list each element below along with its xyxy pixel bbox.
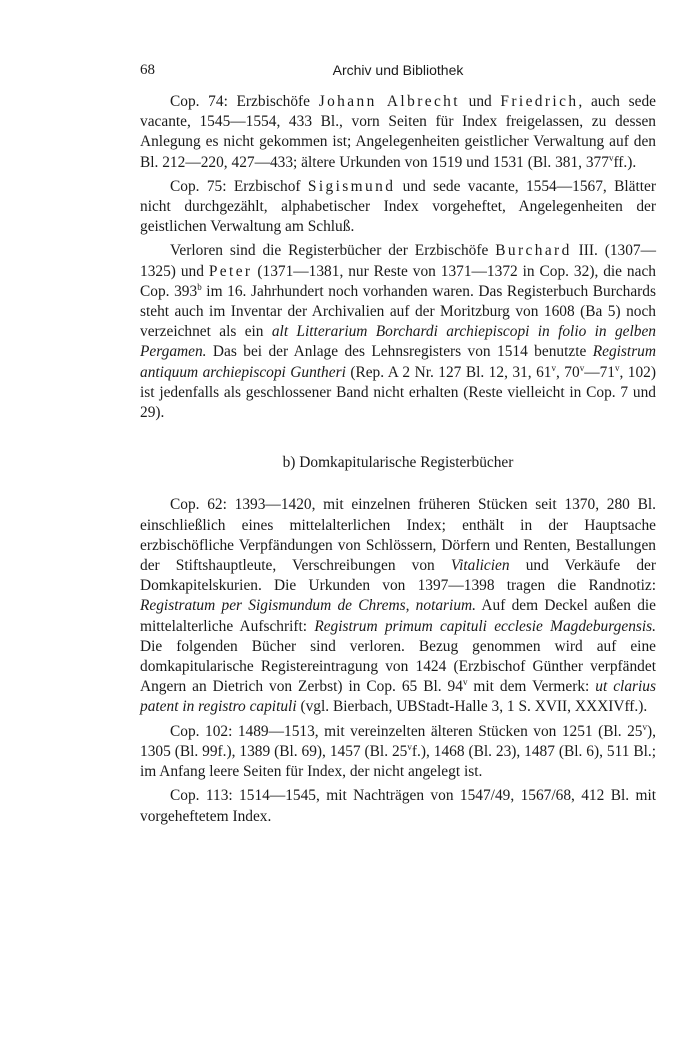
body-text [140,92,656,827]
text-span: Cop. 74: Erzbischöfe [170,93,319,110]
text-span: , 70 [555,363,580,381]
text-span: Cop. 62: 1393—1420, mit einzelnen früheren Stücken seit 1370, 280 Bl. einschließlich eines mittelalterlichen Index; enthält in der Hauptsache erzbischöfliche Verpfändungen von Schlössern, Dörfern und Renten, Bestallungen der Stiftshauptleute, Verschreibungen von [140,496,656,575]
text-span: (vgl. Bierbach, UBStadt-Halle 3, 1 S. XVII, XXXIVff.). [296,698,648,716]
superscript: v [608,152,614,163]
spaced-name: Johann Albrecht [318,93,460,110]
text-span: Die folgenden Bücher sind verloren. Bezug genommen wird auf eine domkapitularische Registereintragung von 1424 (Erzbischof Günther verpfändet Angern an Dietrich von Zerbst) in Cop. 65 Bl. 94 [140,637,656,696]
text-span: und sede vacante, 1554—1567, Blätter nicht durchgezählt, alphabetischer Index vorgeheftet, Angelegenheiten der geistlichen Verwaltung am Schluß. [140,177,656,236]
superscript: v [462,677,468,688]
paragraph-verloren [140,241,656,423]
text-span: Das bei der Anlage des Lehnsregisters von 1514 benutzte [206,343,593,361]
text-span: Cop. 113: 1514—1545, mit Nachträgen von 1547/49, 1567/68, 412 Bl. mit vorgeheftetem Index. [140,787,656,825]
italic-quote: Registrum antiquum archiepiscopi Guntheri [140,343,656,381]
text-span: f.), 1468 (Bl. 23), 1487 (Bl. 6), 511 Bl.; im Anfang leere Seiten für Index, der nicht angelegt ist. [140,742,657,781]
text-span: , 102) ist jedenfalls als geschlossener Band nicht erhalten (Reste vielleicht in Cop. 7 und 29). [140,363,656,422]
paragraph-cop-75 [140,177,656,238]
text-span: ), 1305 (Bl. 99f.), 1389 (Bl. 69), 1457 (Bl. 25 [140,722,656,760]
text-span: Verloren sind die Registerbücher der Erzbischöfe [170,242,496,260]
text-span: mit dem Vermerk: [467,678,596,696]
running-title: Archiv und Bibliothek [332,62,464,78]
spaced-name: Burchard [495,242,572,260]
italic-quote: alt Litterarium Borchardi archiepiscopi in folio in gelben Pergamen. [140,323,656,361]
spaced-name: Peter [208,262,253,280]
text-span: Auf dem Deckel außen die mittelalterliche Aufschrift: [140,597,656,635]
section-heading: b) Domkapitularische Registerbücher [282,454,514,472]
paragraph-cop-102 [140,722,656,783]
text-span: —71 [584,363,615,381]
text-span: , auch sede vacante, 1545—1554, 433 Bl., vorn Seiten für Index freigelassen, zu dessen Anlegung es nicht gekommen ist; Angelegenheiten geistlicher Verwaltung auf den Bl. 212—220, 427—433; ältere Urkunden von 1519 und 1531 (Bl. 381, 377 [140,93,657,171]
text-span: Cop. 75: Erzbischof [170,177,308,195]
italic-quote: Registrum primum capituli ecclesie Magdeburgensis. [314,617,656,635]
spaced-name: Friedrich [500,93,579,110]
paragraph-cop-113 [140,786,656,826]
italic-quote: Registratum per Sigismundum de Chrems, notarium. [140,597,476,615]
text-span: und [459,93,501,110]
spaced-name: Sigismund [307,177,396,195]
superscript: v [642,721,648,732]
italic-quote: ut clarius patent in registro capituli [140,678,656,716]
text-span: Cop. 102: 1489—1513, mit vereinzelten älteren Stücken von 1251 (Bl. 25 [170,722,643,740]
superscript: v [551,362,556,373]
superscript: v [407,741,412,752]
superscript: v [614,362,620,373]
paragraph-cop-74 [140,92,656,173]
text-span: (1371—1381, nur Reste von 1371—1372 in Cop. 32), die nach Cop. 393 [140,262,656,300]
text-span: und Verkäufe der Domkapitelskurien. Die Urkunden von 1397—1398 tragen die Randnotiz: [140,557,656,595]
running-head [140,62,656,90]
text-span: ff.). [613,153,637,171]
paragraph-cop-62 [140,495,656,717]
superscript: v [579,362,585,373]
text-span: (Rep. A 2 Nr. 127 Bl. 12, 31, 61 [345,363,552,381]
text-span: im 16. Jahrhundert noch vorhanden waren. Das Registerbuch Burchards steht auch im Inventar der Archivalien auf der Moritzburg von 1608 (Ba 5) noch verzeichnet als ein [140,282,656,341]
superscript: b [197,281,202,292]
text-span: III. (1307—1325) und [140,242,657,280]
italic-term: Vitalicien [450,557,510,575]
page-number: 68 [140,62,155,78]
